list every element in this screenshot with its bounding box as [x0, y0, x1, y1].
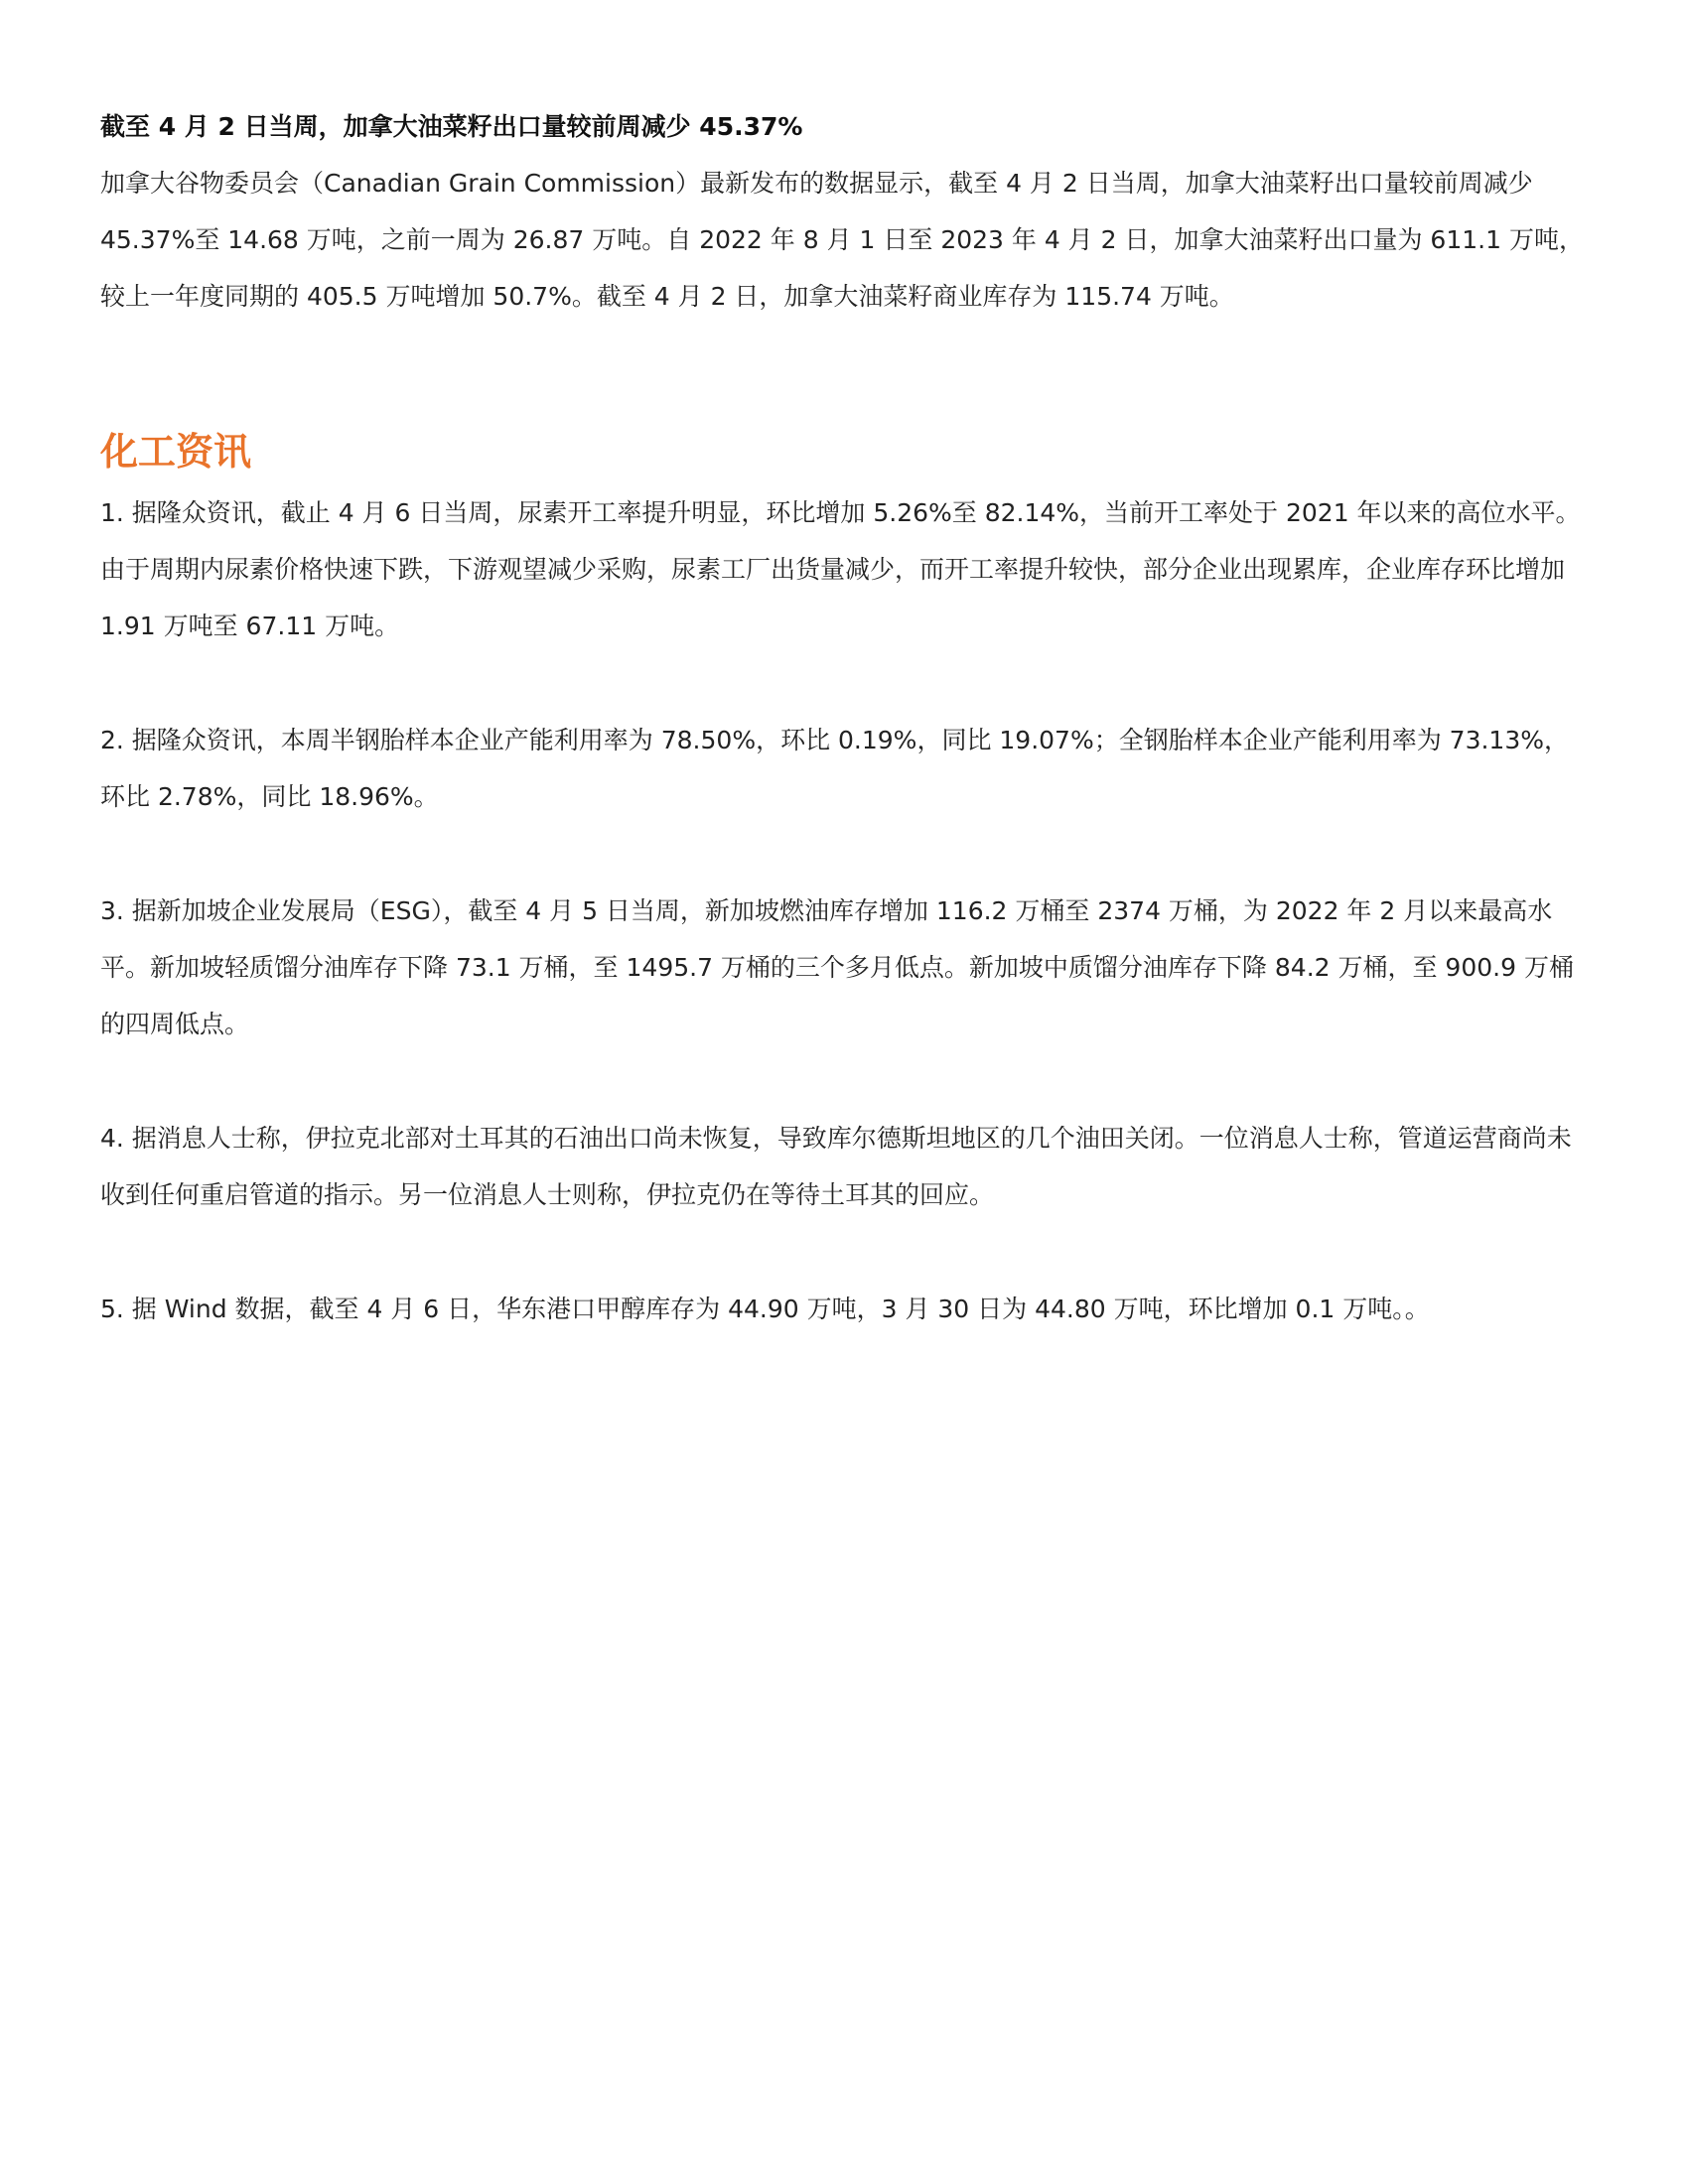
chemical-news-item-5: 5. 据 Wind 数据，截至 4 月 6 日，华东港口甲醇库存为 44.90 万吨，3 月 30 日为 44.80 万吨，环比增加 0.1 万吨。。: [100, 1295, 1430, 1323]
chemical-news-item-3: 3. 据新加坡企业发展局（ESG），截至 4 月 5 日当周，新加坡燃油库存增加 116.2 万桶至 2374 万桶，为 2022 年 2 月以来最高水平。新加坡轻质馏分油库存下降 73.1 万桶，至 1495.7 万桶的三个多月低点。新加坡中质馏分油库存下降 84.2 万桶，至 900.9 万桶的四周低点。: [100, 896, 1574, 1038]
chemical-news-item-2: 2. 据隆众资讯，本周半钢胎样本企业产能利用率为 78.50%，环比 0.19%，同比 19.07%；全钢胎样本企业产能利用率为 73.13%，环比 2.78%，同比 18.96%。: [100, 726, 1569, 811]
chemical-news-item-1: 1. 据隆众资讯，截止 4 月 6 日当周，尿素开工率提升明显，环比增加 5.26%至 82.14%，当前开工率处于 2021 年以来的高位水平。由于周期内尿素价格快速下跌，下游观望减少采购，尿素工厂出货量减少，而开工率提升较快，部分企业出现累库，企业库存环比增加 1.91 万吨至 67.11 万吨。: [100, 498, 1581, 640]
document-page: [100, 107, 1590, 1337]
chemical-news-section-title: 化工资讯: [100, 430, 252, 474]
canola-export-heading: 截至 4 月 2 日当周，加拿大油菜籽出口量较前周减少 45.37%: [100, 112, 803, 141]
chemical-news-item-4: 4. 据消息人士称，伊拉克北部对土耳其的石油出口尚未恢复，导致库尔德斯坦地区的几个油田关闭。一位消息人士称，管道运营商尚未收到任何重启管道的指示。另一位消息人士则称，伊拉克仍在等待土耳其的回应。: [100, 1124, 1572, 1209]
canola-export-paragraph: 加拿大谷物委员会（Canadian Grain Commission）最新发布的数据显示，截至 4 月 2 日当周，加拿大油菜籽出口量较前周减少 45.37%至 14.68 万吨，之前一周为 26.87 万吨。自 2022 年 8 月 1 日至 2023 年 4 月 2 日，加拿大油菜籽出口量为 611.1 万吨，较上一年度同期的 405.5 万吨增加 50.7%。截至 4 月 2 日，加拿大油菜籽商业库存为 115.74 万吨。: [100, 169, 1584, 311]
